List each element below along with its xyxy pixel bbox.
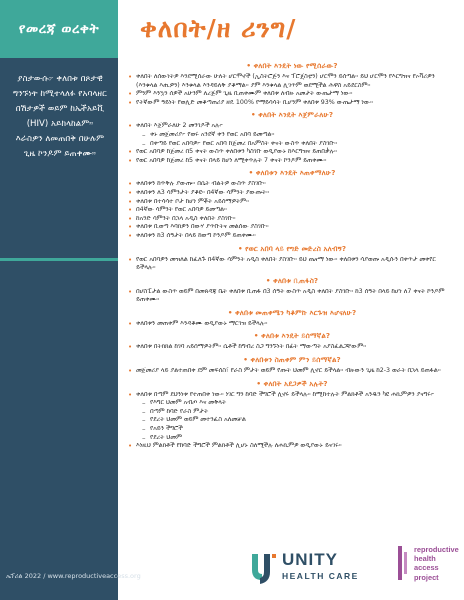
sidebar-intro-box — [0, 58, 118, 258]
list-item: • ቀለበቱን መጠቀም እንዳቆሙ ወዲያውኑ ማርገዝ ይችላሉ። — [128, 320, 456, 329]
copyright-text: ኤፕሪል 2022 / www.reproductiveaccess.org — [6, 572, 141, 580]
rhap-logo-text — [414, 545, 459, 582]
section-title: • ቀለበት አደጋዎች አሉት? — [128, 376, 456, 391]
section-title: • ቀለበቱ ቢጠፋስ? — [128, 273, 456, 288]
list-item: • የወር አበባዎ ከጀመረ በ5 ቀናት ውስጥ ቀለበቱን ካስገቡ ወዲያውኑ ከእርግዝና ይጠበቃሉ። — [128, 148, 456, 157]
header — [0, 0, 464, 58]
rhap-logo-icon — [396, 546, 412, 580]
sub-list-item: – የእግር ህመም አብጦ እና መቅላት — [142, 399, 456, 408]
list-item: • ከአንድ ሳምንት በኋላ አዲስ ቀለበት ያስገቡ። — [128, 215, 456, 224]
section-title: • ቀለበቱን ስጠቀም ምን ይሰማኛል? — [128, 352, 456, 367]
list-item: • ቀለበቱን ከጥቅሉ ያውጡ። በሴት ብልትዎ ውስጥ ያስገቡ። — [128, 180, 456, 189]
section-title: • ቀለበት እንዴት እጀምራለሁ? — [128, 107, 456, 122]
section-skip-period — [128, 241, 456, 273]
sidebar — [0, 58, 118, 600]
list-item: • እነዚህ ምልክቶች የከባድ ችግሮች ምልክቶች ሊሆኑ ስለሚችሉ ለሐኪምዎ ወዲያውኑ ይናገሩ። — [128, 442, 456, 451]
list-item: • ቀለበቱ በትክክል ከገባ አይሰማዎትም። ሴቶች ከግብረ ስጋ ግንኙነት በፊት ማውጣት አያስፈልጋቸውም። — [128, 343, 456, 352]
section-title: • ቀለበቱ እንዴት ይሰማኛል? — [128, 328, 456, 343]
list-item: • ቀለበቱ ቢወጣ እባክዎን በውሃ ያጥቡትና መልሰው ያስገቡ። — [128, 223, 456, 232]
sub-list-item: – የደረት ህመም — [142, 434, 456, 443]
page-title: ቀለበት/ዘ ሪንግ/ — [140, 14, 297, 43]
list-item: • የትኛውም ዓይነት የወሊድ መቆጣጠሪያ ዘዴ 100% የማይሳሳት ቢሆንም ቀለበቱ 93% ውጤታማ ነው። — [128, 99, 456, 108]
unity-logo-icon — [248, 550, 278, 586]
header-title-box — [118, 0, 464, 58]
sidebar-intro-text: ያስታውሱ፦ ቀለበቱ በጾታዊ ግንኙነት ከሚተላለፉ የአባላዘር በሽታዎች ወይም ከኤችአይቪ (HIV) አይከላከልም። እራስዎን ለመጠበቅ በሁሉም ጊዜ ኮንዶም ይጠቀሙ። — [13, 74, 107, 159]
list-item: • በ4ኛው ሳምንት የወር አበባዎ ይመጣል። — [128, 206, 456, 215]
list-item: • በሆስፒታል ውስጥ ወይም በመጸዳጃ ቤት ቀለበቱ ቢጠፋ በ3 ሰዓት ውስጥ አዲስ ቀለበት ያስገቡ። ከ3 ሰዓት በላይ ከሆነ ለ7 ቀናት ኮንዶም ይጠቀሙ። — [128, 288, 456, 305]
rhap-line: reproductive — [414, 545, 459, 554]
rhap-line: health — [414, 554, 436, 564]
rhap-line: access — [414, 563, 439, 573]
unity-logo-text: UNITY — [282, 550, 338, 569]
list-item: • መጀመሪያ ላይ ያልተጠበቀ ደም መፍሰስ፣ የራስ ምታት ወይም የጡት ህመም ሊኖር ይችላል። ብዙውን ጊዜ ከ2-3 ወራት በኋላ ይጠፋል። — [128, 367, 456, 376]
section-how-it-works — [128, 58, 456, 107]
list-item: • ቀለበቱን ለ3 ሳምንታት ያቆዩ። በ4ኛው ሳምንት ያውጡት። — [128, 189, 456, 198]
list-item: • ቀለበቱ በጣም ደህንነቱ የተጠበቀ ነው። ነገር ግን ከባድ ችግሮች ሊኖሩ ይችላሉ። ከሚከተሉት ምልክቶች አንዱን ካዩ ሐኪምዎን ያናግሩ፦ — [128, 391, 456, 400]
section-lost-ring — [128, 273, 456, 305]
section-side-effects — [128, 352, 456, 376]
section-how-to-use — [128, 165, 456, 240]
main-content — [118, 58, 464, 536]
section-title: • ቀለበት እንዴት ነው የሚሰራው? — [128, 58, 456, 73]
header-label-box — [0, 0, 118, 58]
list-item: • የወር አበባዎን መዝለል ከፈለጉ በ4ኛው ሳምንት አዲስ ቀለበት ያስገቡ። ይህ ጤናማ ነው። ቀለበቱን ሳያወጡ አዲሱን በቀጥታ መቀየር ይችላሉ። — [128, 256, 456, 273]
list-item: • ቀለበት ለሰውነትዎ እንደሚሰራው ሁለት ሆርሞኖች (ኢስትሮጅን እና ፕሮጄስቲን) ሆርሞን ይሰጣል። ይህ ሆርሞን የእርግዝና የኦቫሪዎን (እንቁላል እጢዎን) እንቁላል እንዳይለቅ ያቆማል። ያም እንቁላል ሊገጥም ወደሚችል ሕዋስ አይደርስም። — [128, 73, 456, 90]
list-item: • ምንም እንኳን ሰዎች አሁንም ለረጅም ጊዜ ቢጠቀሙም ቀለበቱ ለብዙ አመታት ውጤታማ ነው። — [128, 90, 456, 99]
list-item: • ቀለበት እጀምራለሁ 2 መንገዶች አሉ፦ — [128, 122, 456, 131]
section-how-it-feels — [128, 328, 456, 352]
section-title: • ቀለበቱ መጠቀሜን ካቆምኩ እርጉዝ እሆናለሁ? — [128, 305, 456, 320]
list-item: • ቀለበቱ በተሳሳተ ቦታ ከሆነ ምቾት አይሰማዎትም። — [128, 198, 456, 207]
sidebar-divider — [0, 258, 118, 261]
rhap-line: project — [414, 572, 439, 582]
unity-logo-subtext: HEALTH CARE — [282, 571, 359, 581]
list-item: • ቀለበቱን ከ3 ሰዓታት በላይ ከወጣ ኮንዶም ይጠቀሙ። — [128, 232, 456, 241]
sub-list-item: – በቀጣይ የወር አበባዎ፦ የወር አበባ ከጀመረ በአምስት ቀናት ውስጥ ቀለበት ያስገቡ። — [142, 140, 456, 149]
section-title: • የወር አበባ ላይ የግድ መድረስ አለብኝ? — [128, 241, 456, 256]
section-stop-pregnancy — [128, 305, 456, 329]
footer — [118, 536, 464, 600]
sub-list-item: – በጣም ከባድ የራስ ምታት — [142, 408, 456, 417]
section-title: • ቀለበቱን እንዴት እጠቀማለሁ? — [128, 165, 456, 180]
section-risks — [128, 376, 456, 451]
sub-list-item: – የአይን ችግሮች — [142, 425, 456, 434]
sub-list-item: – ቀኑ መጀመሪያ፦ የወሩ አንደኛ ቀን የወር አበባ ይመጣል። — [142, 131, 456, 140]
section-how-to-start — [128, 107, 456, 165]
sub-list-item: – የደረት ህመም ወይም መተንፈስ አለመቻል — [142, 416, 456, 425]
fact-sheet-label: የመረጃ ወረቀት — [18, 21, 100, 37]
list-item: • የወር አበባዎ ከጀመረ ከ5 ቀናት በላይ ከሆነ ለሚቀጥሉት 7 ቀናት ኮንዶም ይጠቀሙ። — [128, 157, 456, 166]
